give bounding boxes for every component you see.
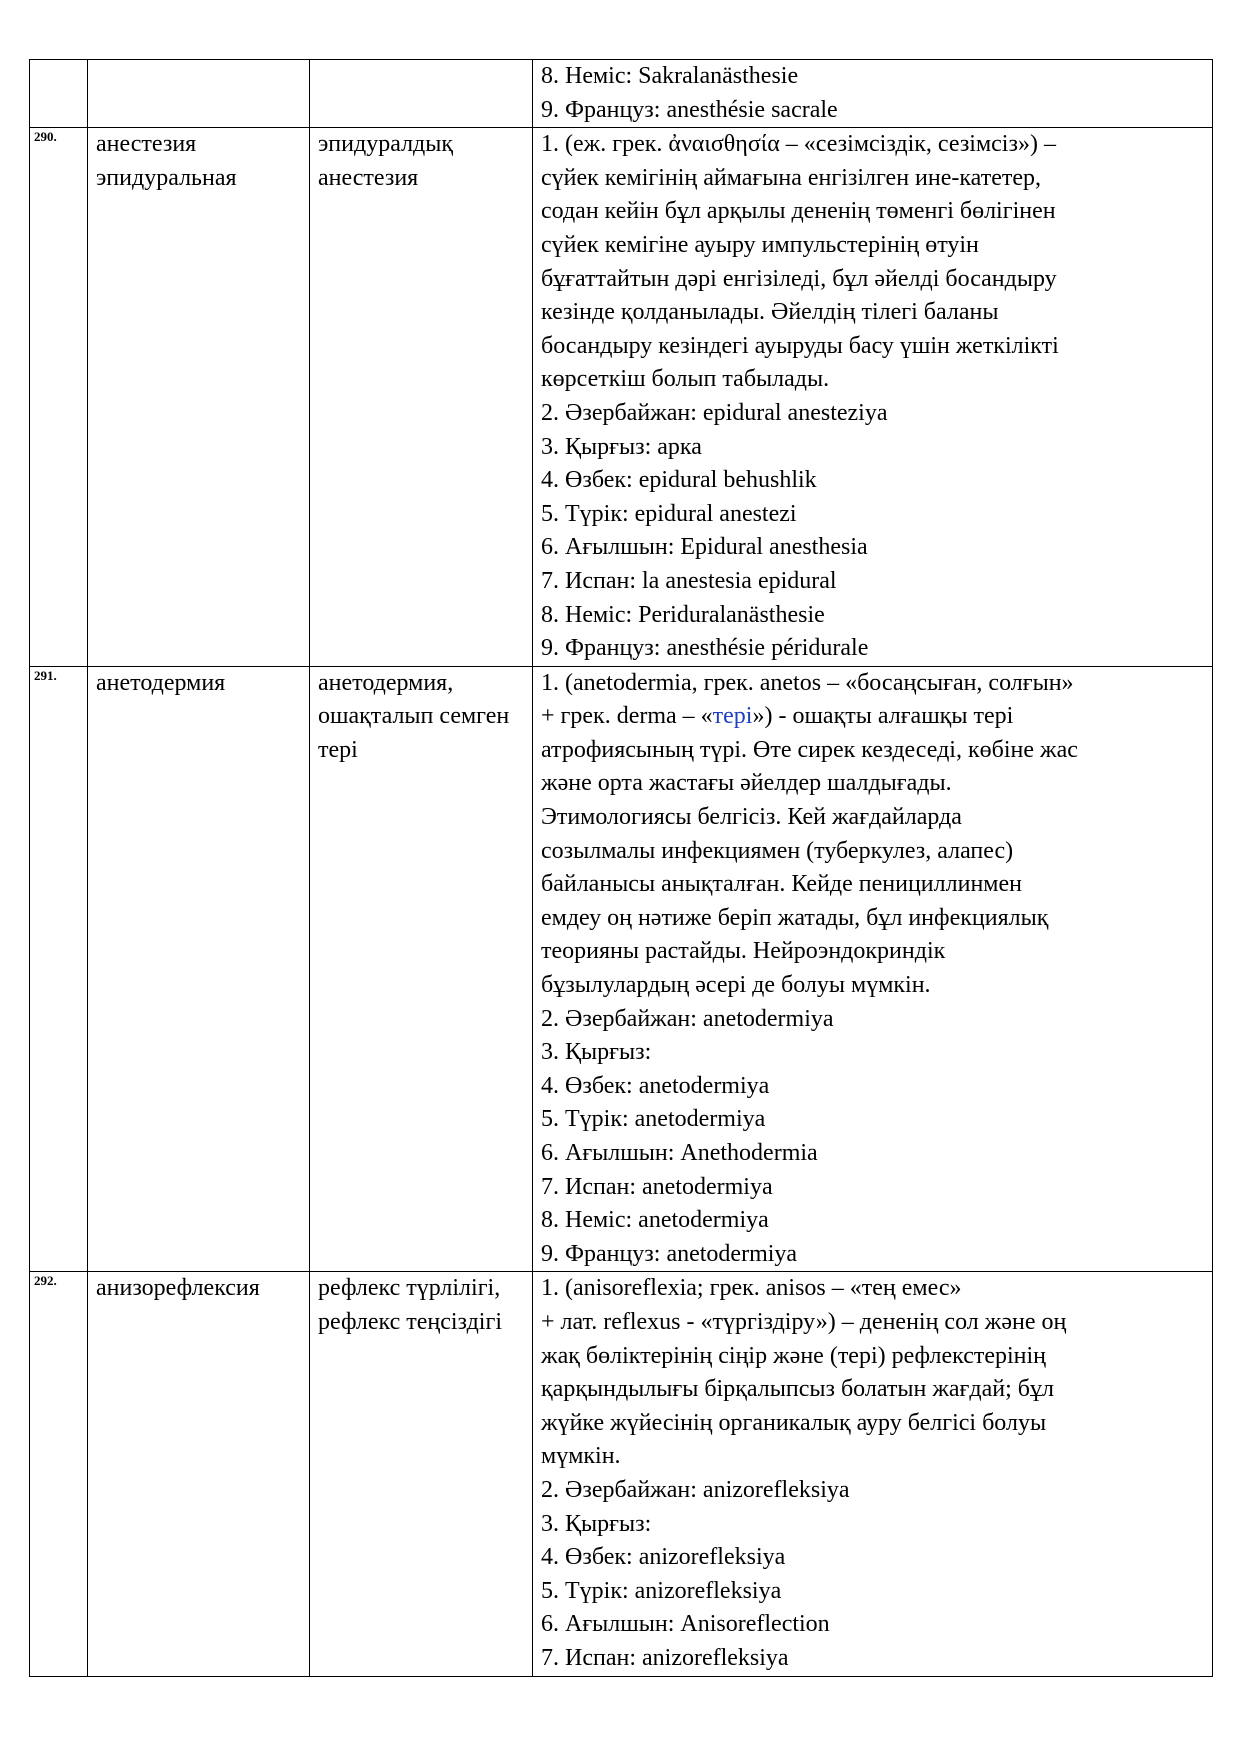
- definition-cell: [533, 1272, 1213, 1676]
- definition-line: 7. Испан: anizorefleksiya: [541, 1644, 789, 1671]
- entry-number: [30, 60, 88, 128]
- definition-line: 4. Өзбек: epidural behushlik: [541, 467, 817, 494]
- definition-line: 1. (anisoreflexia; грек. anisos – «тең емес»: [541, 1275, 962, 1302]
- definition-line: 8. Неміс: Periduralanästhesie: [541, 601, 825, 628]
- definition-line: және орта жастағы әйелдер шалдығады.: [541, 770, 952, 797]
- definition-cell: [533, 666, 1213, 1272]
- definition-line: 2. Әзербайжан: anetodermiya: [541, 1005, 834, 1032]
- definition-line: Этимологиясы белгісіз. Кей жағдайларда: [541, 804, 962, 831]
- definition-line: жақ бөліктерінің сіңір және (тері) рефлекстерінің: [541, 1342, 1047, 1369]
- definition-line: 2. Әзербайжан: anizorefleksiya: [541, 1476, 850, 1503]
- definition-line: атрофиясының түрі. Өте сирек кездеседі, көбіне жас: [541, 736, 1078, 763]
- definition-line: 9. Француз: anesthésie péridurale: [541, 635, 869, 662]
- definition-cell: [533, 128, 1213, 667]
- definition-line: емдеу оң нәтиже беріп жатады, бұл инфекциялық: [541, 904, 1049, 931]
- definition-line: 5. Түрік: anizorefleksiya: [541, 1577, 782, 1604]
- terms-table: [29, 59, 1213, 1677]
- russian-term: анетодермия: [88, 666, 310, 1272]
- table-row: [30, 60, 1213, 128]
- definition-line: сүйек кемігіне ауыру импульстерінің өтуін: [541, 231, 979, 258]
- definition-line: 9. Француз: anetodermiya: [541, 1240, 798, 1267]
- definition-line: 8. Неміс: Sakralanästhesie: [541, 63, 799, 89]
- definition-line: 4. Өзбек: anizorefleksiya: [541, 1544, 786, 1571]
- definition-line: 9. Француз: anesthésie sacrale: [541, 96, 838, 123]
- definition-line: 3. Қырғыз: арка: [541, 433, 702, 460]
- entry-number: 292.: [30, 1272, 88, 1676]
- definition-line: + лат. reflexus - «түргіздіру») – дененің сол және оң: [541, 1308, 1067, 1335]
- definition-line: көрсеткіш болып табылады.: [541, 366, 830, 393]
- entry-number: 290.: [30, 128, 88, 667]
- kazakh-term: анетодермия, ошақталып семген тері: [310, 666, 533, 1272]
- definition-text: + грек. derma – «: [541, 703, 713, 730]
- table-row: [30, 1272, 1213, 1676]
- definition-line: 7. Испан: la anestesia epidural: [541, 567, 837, 594]
- russian-term: анизорефлексия: [88, 1272, 310, 1676]
- definition-line: 6. Ағылшын: Anethodermia: [541, 1140, 818, 1166]
- entry-number: 291.: [30, 666, 88, 1272]
- definition-line: 8. Неміс: anetodermiya: [541, 1207, 769, 1234]
- definition-line: теорияны растайды. Нейроэндокриндік: [541, 938, 946, 965]
- definition-line: 3. Қырғыз:: [541, 1510, 652, 1537]
- definition-line: 5. Түрік: anetodermiya: [541, 1106, 766, 1133]
- definition-line: созылмалы инфекциямен (туберкулез, алапес): [541, 837, 1014, 864]
- definition-line: 1. (anetodermia, грек. anetos – «босаңсыған, солғын»: [541, 669, 1074, 696]
- definition-line: қарқындылығы бірқалыпсыз болатын жағдай; бұл: [541, 1376, 1054, 1403]
- definition-text: ») - ошақты алғашқы тері: [752, 703, 1014, 730]
- russian-term: [88, 60, 310, 128]
- definition-line: сүйек кемігінің аймағына енгізілген ине-катетер,: [541, 164, 1041, 191]
- kazakh-term: рефлекс түрлілігі, рефлекс теңсіздігі: [310, 1272, 533, 1676]
- term-link[interactable]: тері: [712, 703, 753, 730]
- definition-line: [541, 700, 1204, 734]
- definition-line: бұғаттайтын дәрі енгізіледі, бұл әйелді босандыру: [541, 265, 1057, 292]
- kazakh-term: [310, 60, 533, 128]
- definition-line: 3. Қырғыз:: [541, 1039, 652, 1066]
- definition-line: 6. Ағылшын: Anisoreflection: [541, 1611, 830, 1638]
- russian-term: анестезия эпидуральная: [88, 128, 310, 667]
- table-row: [30, 666, 1213, 1272]
- definition-cell: [533, 60, 1213, 128]
- definition-line: байланысы анықталған. Кейде пенициллинмен: [541, 871, 1022, 898]
- definition-line: 5. Түрік: epidural anestezi: [541, 500, 797, 527]
- definition-line: кезінде қолданылады. Әйелдің тілегі баланы: [541, 299, 999, 326]
- definition-line: бұзылулардың әсері де болуы мүмкін.: [541, 972, 931, 999]
- definition-line: содан кейін бұл арқылы дененің төменгі бөлігінен: [541, 198, 1056, 225]
- definition-line: 6. Ағылшын: Epidural anesthesia: [541, 534, 868, 561]
- definition-line: 7. Испан: anetodermiya: [541, 1173, 773, 1200]
- definition-line: 2. Әзербайжан: epidural anesteziya: [541, 399, 888, 426]
- definition-line: 4. Өзбек: anetodermiya: [541, 1072, 770, 1099]
- kazakh-term: эпидуралдық анестезия: [310, 128, 533, 667]
- table-row: [30, 128, 1213, 667]
- definition-line: жүйке жүйесінің органикалық ауру белгісі болуы: [541, 1409, 1047, 1436]
- definition-line: мүмкін.: [541, 1443, 621, 1470]
- definition-line: босандыру кезіндегі ауыруды басу үшін жеткілікті: [541, 332, 1059, 359]
- definition-line: 1. (еж. грек. ἀναισθησία – «сезімсіздік, сезімсіз») –: [541, 131, 1056, 158]
